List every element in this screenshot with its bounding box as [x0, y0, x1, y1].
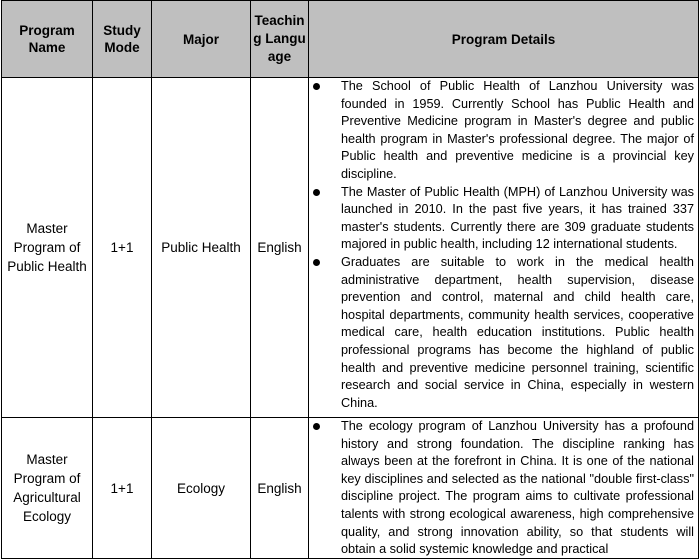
list-item: Graduates are suitable to work in the medical health administrative department, health supervision, disease prevention and control, maternal and child health care, hospital departments, community health services, cooperative medical care, health education institutions. Public health professional programs has become the highland of public health and preventive medicine personnel training, scientific research and social service in China, especially in western China. — [309, 254, 694, 412]
header-program-details: Program Details — [309, 1, 699, 78]
program-name-cell: Master Program of Public Health — [2, 78, 93, 418]
program-details-cell — [309, 418, 699, 559]
list-item: The School of Public Health of Lanzhou University was founded in 1959. Currently School has Public Health and Preventive Medicine program in Master's degree and public health program in Master's professional degree. The major of Public health and preventive medicine is a provincial key discipline. — [309, 78, 694, 184]
study-mode-cell: 1+1 — [93, 418, 152, 559]
header-row — [2, 1, 699, 78]
bullet-icon — [313, 259, 320, 266]
teaching-language-cell: English — [251, 78, 309, 418]
table-row — [2, 78, 699, 418]
bullet-icon — [313, 423, 320, 430]
bullet-icon — [313, 189, 320, 196]
header-major: Major — [152, 1, 251, 78]
header-teaching-language: Teaching Language — [251, 1, 309, 78]
list-item: The Master of Public Health (MPH) of Lanzhou University was launched in 2010. In the past five years, it has trained 337 master's students. Currently there are 309 graduate students majored in public health, including 12 international students. — [309, 184, 694, 254]
study-mode-cell: 1+1 — [93, 78, 152, 418]
teaching-language-cell: English — [251, 418, 309, 559]
program-name-cell: Master Program of Agricultural Ecology — [2, 418, 93, 559]
bullet-icon — [313, 83, 320, 90]
header-program-name: Program Name — [2, 1, 93, 78]
programs-table — [1, 0, 699, 559]
list-item: The ecology program of Lanzhou University has a profound history and strong foundation. The discipline ranking has always been at the forefront in China. It is one of the national key disciplines and selected as the national "double first-class" discipline project. The program aims to cultivate professional talents with strong ecological awareness, high comprehensive quality, and strong innovation ability, so that students will obtain a solid systemic knowledge and practical — [309, 418, 694, 556]
header-study-mode: Study Mode — [93, 1, 152, 78]
table-row — [2, 418, 699, 559]
details-list — [309, 78, 698, 412]
major-cell: Public Health — [152, 78, 251, 418]
details-list — [309, 418, 698, 556]
major-cell: Ecology — [152, 418, 251, 559]
program-details-cell — [309, 78, 699, 418]
